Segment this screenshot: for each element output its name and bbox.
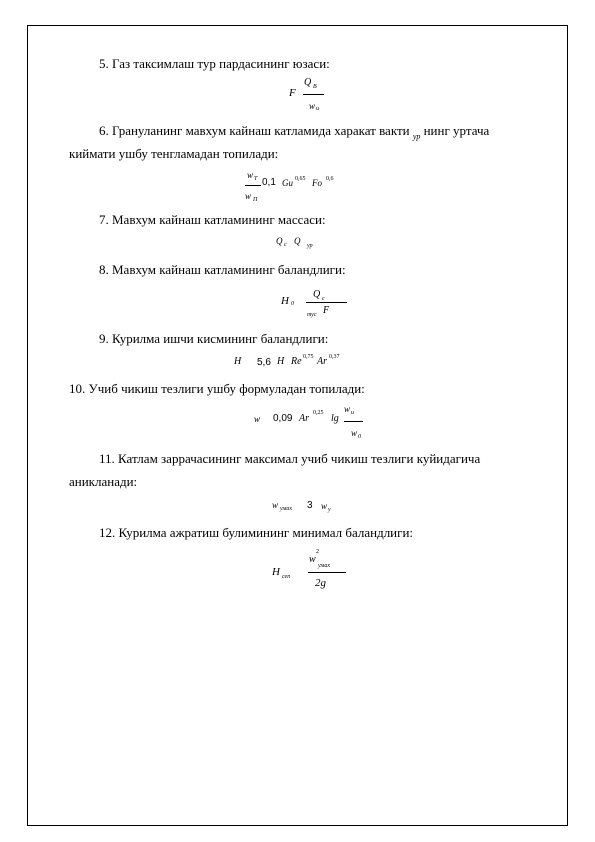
f10-ar: Ar: [299, 413, 309, 424]
item-6-text-b: нинг уртача: [423, 123, 490, 138]
f6-fo-exp: 0,6: [326, 176, 334, 182]
item-6-line1: [99, 123, 489, 141]
f12-lhs: H: [272, 566, 280, 578]
f6-fo: Fo: [312, 178, 322, 188]
item-12-text: 12. Курилма ажратиш булимининг минимал баландлиги:: [99, 525, 414, 540]
f8-fraction-bar: [306, 302, 347, 303]
item-6-text-a: 6. Грануланинг мавхум кайнаш катламида харакат вакти: [99, 123, 410, 138]
f10-num-sub: и: [351, 410, 354, 416]
f6-den-sub: П: [253, 197, 258, 203]
f8-den: F: [323, 305, 330, 316]
f5-den: w: [309, 101, 316, 111]
f12-num: w: [309, 554, 316, 565]
f9-ar-exp: 0,37: [329, 354, 340, 360]
f8-lhs: H: [281, 295, 289, 307]
item-7-text: 7. Мавхум кайнаш катламининг массаси:: [99, 212, 326, 227]
f5-den-sub: и: [316, 106, 319, 112]
f8-lhs-sub: 0: [291, 301, 294, 307]
f5-num-sub: В: [313, 84, 317, 90]
item-8-text: 8. Мавхум кайнаш катламининг баландлиги:: [99, 262, 346, 277]
f9-re-exp: 0,75: [303, 354, 314, 360]
f12-fraction-bar: [308, 572, 346, 573]
f11-lhs: w: [272, 500, 279, 510]
f7-rhs: Q: [294, 236, 301, 246]
f12-lhs-sub: сеп: [282, 574, 291, 580]
item-5-text: 5. Газ таксимлаш тур пардасининг юзаси:: [99, 56, 330, 71]
f11-lhs-sub: умах: [280, 506, 293, 512]
f6-den: w: [245, 191, 252, 201]
f10-lhs: w: [254, 414, 261, 424]
f9-re: Re: [291, 356, 302, 367]
f7-lhs: Q: [276, 236, 283, 246]
f7-lhs-sub: с: [284, 242, 287, 248]
f12-num-sub: умах: [318, 563, 331, 569]
f7-rhs-sub: ур: [307, 243, 313, 249]
f6-gu: Gu: [282, 178, 293, 188]
f12-num-exp: 2: [316, 549, 319, 555]
f10-den: w: [351, 428, 358, 438]
f11-rhs: w: [321, 501, 328, 511]
f10-ar-exp: 0,25: [313, 410, 324, 416]
f10-den-sub: 0: [358, 434, 361, 440]
f5-num: Q: [304, 77, 312, 88]
item-10-text: 10. Учиб чикиш тезлиги ушбу формуладан топилади:: [69, 381, 365, 396]
f6-gu-exp: 0,65: [295, 176, 306, 182]
f11-coef: 3: [307, 500, 313, 511]
f8-num-sub: с: [322, 296, 325, 302]
f9-h: H: [277, 356, 285, 367]
f6-num-sub: T: [254, 176, 258, 182]
f8-num: Q: [313, 289, 321, 300]
f6-coef: 0,1: [262, 177, 276, 188]
item-6-sub: ур: [412, 132, 421, 141]
f9-coef: 5,6: [257, 357, 271, 368]
f9-lhs: H: [234, 356, 242, 367]
f12-den: 2g: [315, 577, 326, 589]
f10-coef: 0,09: [273, 413, 293, 424]
f5-lhs: F: [289, 87, 296, 99]
f11-rhs-sub: у: [328, 507, 331, 513]
item-11-line2: аникланади:: [69, 474, 138, 489]
f5-fraction-bar: [303, 94, 324, 95]
item-9-text: 9. Курилма ишчи кисмининг баландлиги:: [99, 331, 329, 346]
f10-fraction-bar: [344, 421, 363, 422]
f8-den-pre: тус: [307, 312, 317, 318]
f6-num: w: [247, 170, 254, 180]
f9-ar: Ar: [317, 356, 327, 367]
f6-fraction-bar: [245, 185, 261, 186]
f10-num: w: [344, 404, 351, 414]
f10-lg: lg: [331, 413, 339, 424]
item-11-line1: 11. Катлам заррачасининг максимал учиб чикиш тезлиги куйидагича: [99, 451, 481, 466]
item-6-line2: киймати ушбу тенгламадан топилади:: [69, 146, 279, 161]
